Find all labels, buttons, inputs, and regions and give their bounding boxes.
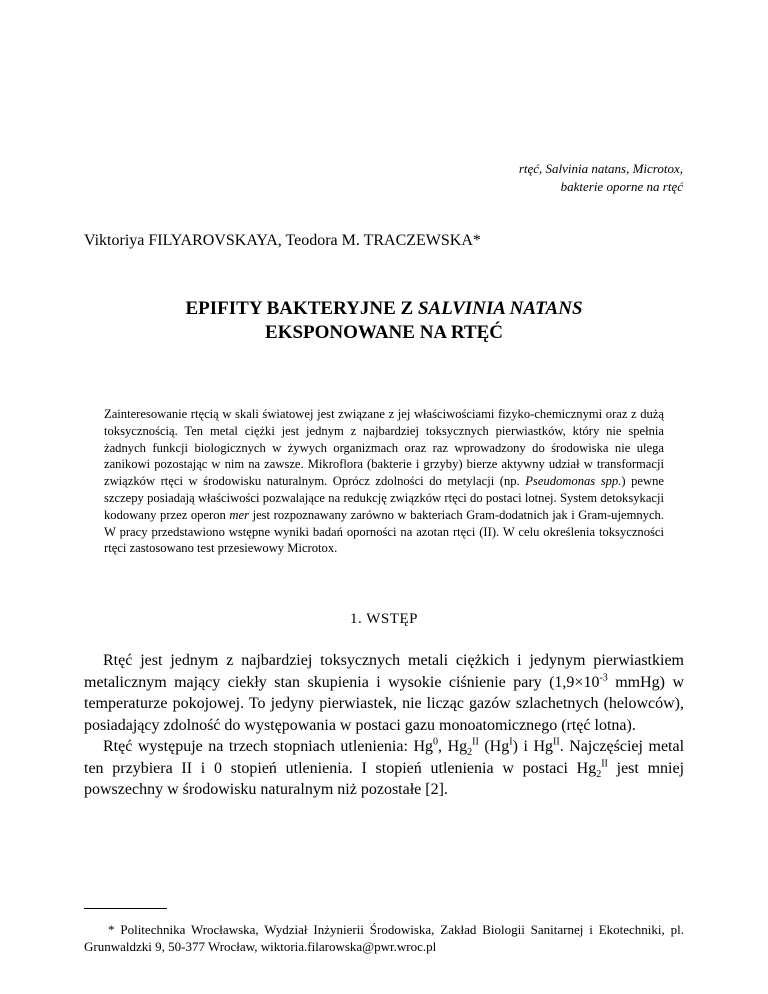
p2-text-5: . Najczęściej metal ten przybiera II i 0 stopień utlenienia. I stopień utlenienia w postaci Hg [84, 738, 685, 777]
footnote-rule [84, 908, 167, 909]
section-heading: 1. WSTĘP [350, 611, 418, 627]
p2-sub-2: 2 [596, 768, 602, 780]
keywords [519, 160, 683, 196]
abstract-text-3: jest rozpoznawany zarówno w bakteriach Gram-dodatnich jak i Gram-ujemnych. W pracy przedstawiono wstępne wyniki badań oporności na azotan rtęci (II). W celu określenia toksyczności rtęci zastosowano test przesiewowy Microtox. [104, 507, 664, 556]
keywords-line-2: bakterie oporne na rtęć [560, 179, 683, 194]
p1-exponent: -3 [599, 672, 608, 684]
p1-text-a: Rtęć jest jednym z najbardziej toksycznych metali ciężkich i jedynym pierwiastkiem metalicznym mający ciekły stan skupienia i wysokie ciśnienie pary (1,9×10 [84, 652, 684, 691]
p2-sup-5: II [601, 758, 608, 770]
p1-text-b: mmHg) w temperaturze pokojowej. To jedyny pierwiastek, nie licząc gazów szlachetnych (helowców), posiadający zdolność do występowania w postaci gazu monoatomicznego (rtęć lotna). [84, 673, 685, 734]
abstract [104, 406, 664, 557]
p2-sup-3: I [509, 736, 513, 748]
abstract-text-1: Zainteresowanie rtęcią w skali światowej jest związane z jej właściwościami fizyko-chemicznymi oraz z dużą toksycznością. Ten metal ciężki jest jednym z najbardziej toksycznych pierwiastków, który nie spełnia żadnych funkcji biologicznych w żywych organizmach oraz raz wprowadzony do środowiska nie ulega zanikowi pozostając w nim na zawsze. Mikroflora (bakterie i grzyby) bierze aktywny udział w transformacji związków rtęci w środowisku naturalnym. Oprócz zdolności do metylacji (np. [104, 407, 664, 489]
abstract-text-2: ) pewne szczepy posiadają właściwości pozwalające na redukcję związków rtęci do postaci lotnej. System detoksykacji kodowany przez operon [104, 474, 664, 522]
paragraph-2 [84, 736, 684, 801]
p2-text-4: ) i Hg [512, 738, 554, 755]
footnote: * Politechnika Wrocławska, Wydział Inżynierii Środowiska, Zakład Biologii Sanitarnej i Ekotechniki, pl. Grunwaldzki 9, 50-377 Wrocław, wiktoria.filarowska@pwr.wroc.pl [84, 922, 684, 954]
title-line-2: EKSPONOWANE NA RTĘĆ [265, 322, 503, 343]
authors: Viktoriya FILYAROVSKAYA, Teodora M. TRACZEWSKA* [84, 232, 481, 249]
p2-text-3: (Hg [478, 738, 510, 755]
p2-sup-1: 0 [433, 736, 439, 748]
body-text [84, 650, 684, 801]
p2-sup-4: II [553, 736, 560, 748]
abstract-species: Pseudomonas spp. [525, 474, 622, 489]
p2-sup-2: II [472, 736, 479, 748]
abstract-gene: mer [229, 507, 249, 522]
title-species: SALVINIA NATANS [417, 298, 583, 319]
p2-text-2: , Hg [438, 738, 468, 755]
title-line-1 [84, 297, 684, 321]
title-prefix: EPIFITY BAKTERYJNE Z [185, 298, 418, 319]
paragraph-1 [84, 650, 684, 736]
keywords-line-1: rtęć, Salvinia natans, Microtox, [518, 161, 683, 176]
p2-sub-1: 2 [467, 747, 473, 759]
p2-text-1: Rtęć występuje na trzech stopniach utlenienia: Hg [103, 738, 434, 755]
p2-text-6: jest mniej powszechny w środowisku naturalnym niż pozostałe [2]. [84, 759, 685, 798]
